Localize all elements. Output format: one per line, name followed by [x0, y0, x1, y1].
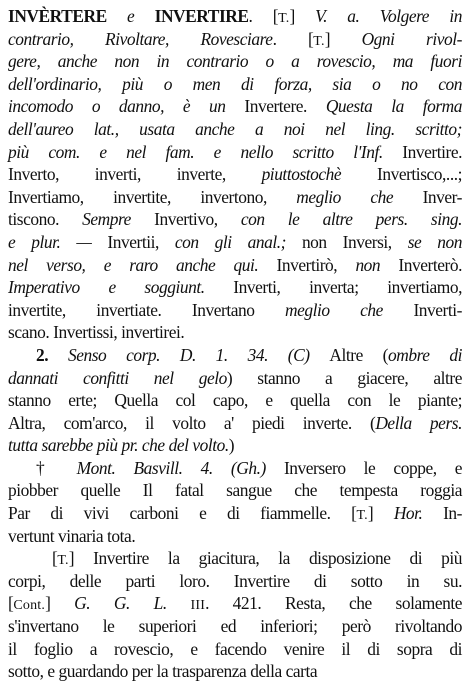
lines-line	[8, 299, 462, 322]
montLines-line	[8, 457, 462, 480]
montLines-line	[8, 525, 462, 548]
text-run: e plur. —	[8, 231, 108, 252]
text-run: Inversero le coppe, e	[283, 457, 462, 478]
lines-line	[8, 186, 462, 209]
text-run: T.	[278, 11, 290, 26]
text-run: tiscono.	[8, 209, 83, 230]
text-run: Inverterò.	[398, 254, 462, 275]
text-run: Invertivo,	[154, 209, 241, 230]
text-run: vertunt vinaria tota.	[8, 525, 136, 546]
text-run: ]	[289, 6, 316, 26]
text-run: Altre (	[329, 344, 389, 365]
text-run: Imperativo e soggiunt.	[8, 277, 234, 298]
lines-line	[8, 118, 462, 141]
text-run: Questa la forma	[325, 96, 463, 117]
lines-line	[8, 321, 462, 344]
text-run: ]	[45, 593, 75, 614]
text-run: G. G. L.	[74, 593, 191, 614]
text-run: [	[52, 548, 58, 569]
text-run: corpi, delle parti loro. Invertire di sotto in su.	[8, 570, 462, 591]
sense2-line	[8, 412, 462, 435]
text-run: Invertiamo, invertite, invertono,	[8, 186, 297, 207]
text-run: dell'ordinario, più o men di forza, sia o no con	[8, 73, 462, 94]
text-run: ombre di	[388, 344, 462, 365]
text-run: con gli anal.;	[174, 231, 302, 252]
dictionary-entry-invertere	[8, 5, 462, 683]
text-run: il foglio a rovescio, e facendo venire il di sopra di	[8, 638, 462, 659]
tLines-line	[8, 547, 462, 570]
lines-line	[8, 95, 462, 118]
sense2-line	[8, 344, 462, 367]
text-run: Senso corp. D. 1. 34. (C)	[67, 344, 330, 365]
text-run: Inverti-	[413, 299, 462, 320]
text-run: Della pers.	[375, 412, 462, 433]
text-run: T.	[313, 33, 325, 49]
text-run: s'invertano le superiori ed inferiori; però rivoltando	[8, 616, 462, 637]
tLines-line	[8, 570, 462, 593]
text-run: )	[228, 435, 235, 456]
text-run: Invertii,	[107, 231, 175, 252]
text-run: [	[8, 593, 14, 614]
text-run: piobber quelle Il fatal sangue che tempesta roggia	[8, 480, 462, 501]
text-run: Invertisco,...;	[376, 164, 462, 185]
text-run: non Inversi,	[301, 231, 408, 252]
text-run: incomodo o danno, è un	[8, 96, 245, 117]
text-run: con le altre pers. sing.	[240, 209, 462, 230]
text-run: dannati confitti nel gelo	[8, 367, 227, 388]
lines-line	[8, 254, 462, 277]
text-run: Inverto, inverti, inverte,	[8, 164, 262, 185]
lines-line	[8, 28, 462, 51]
text-run: meglio che	[285, 299, 414, 320]
text-run: . [	[248, 6, 279, 26]
text-run: sotto, e guardando per la trasparenza della carta	[8, 661, 318, 682]
sense2-line	[8, 389, 462, 412]
tLines-line	[8, 592, 462, 615]
tLines-line	[8, 660, 462, 683]
text-run: se non	[407, 231, 462, 252]
text-run: In-	[443, 503, 462, 524]
text-run: nel verso, e raro anche qui.	[8, 254, 277, 275]
text-run: Altra, com'arco, il volto a' piedi inverte. (	[8, 412, 376, 433]
text-run: Mont. Basvill. 4. (Gh.)	[76, 457, 284, 478]
text-run: INVÈRTERE	[8, 6, 128, 26]
lines-line	[8, 50, 462, 73]
text-run: V. a. Volgere in	[315, 6, 463, 26]
sense2-line	[8, 367, 462, 390]
tLines-line	[8, 615, 462, 638]
text-run: ]	[324, 28, 362, 49]
text-run: Invertire.	[402, 141, 462, 162]
text-run: . 421. Resta, che solamente	[205, 593, 463, 614]
text-run: Inverti, inverta; invertiamo,	[233, 277, 462, 298]
text-run: Ogni rivol-	[361, 28, 462, 49]
text-run: T.	[57, 553, 69, 569]
lines-line	[8, 163, 462, 186]
text-run: gere, anche non in contrario o a rovescio, ma fuori	[8, 51, 462, 72]
lines-line	[8, 231, 462, 254]
text-run: tutta sarebbe più pr. che del volto.	[8, 435, 229, 456]
lines-line	[8, 276, 462, 299]
sense2-line	[8, 434, 462, 457]
text-run: ]	[367, 503, 394, 524]
text-run: contrario, Rivoltare, Rovesciare	[8, 28, 273, 49]
lines-line	[8, 141, 462, 164]
text-run: †	[36, 457, 77, 478]
montLines-line	[8, 502, 462, 525]
text-run: invertite, invertiate. Invertano	[8, 299, 285, 320]
text-run: Invertere.	[244, 96, 326, 117]
text-run: Hor.	[393, 503, 444, 524]
text-run: piuttostochè	[261, 164, 377, 185]
montLines-line	[8, 479, 462, 502]
text-run: . [	[272, 28, 314, 49]
text-run: Par di vivi carboni e di fiammelle. [	[8, 503, 357, 524]
text-run: stanno erte; Quella col capo, e quella con le piante;	[8, 390, 462, 411]
text-run: III	[190, 598, 206, 614]
text-run: non	[355, 254, 399, 275]
text-run: Inver-	[422, 186, 462, 207]
text-run: più com. e nel fam. e nello scritto l'Inf.	[8, 141, 403, 162]
lines-line	[8, 5, 462, 28]
text-run: meglio che	[296, 186, 423, 207]
text-run: Sempre	[82, 209, 155, 230]
text-run: T.	[356, 508, 368, 524]
tLines-line	[8, 638, 462, 661]
lines-line	[8, 73, 462, 96]
text-run: ] Invertire la giacitura, la disposizione di più	[68, 548, 462, 569]
text-run: INVERTIRE	[154, 6, 249, 26]
text-run: 2.	[36, 344, 68, 365]
text-run: dell'aureo lat., usata anche a noi nel ling. scritto;	[8, 118, 462, 139]
text-run: Invertirò,	[276, 254, 356, 275]
lines-line	[8, 208, 462, 231]
text-run: Cont.	[13, 598, 46, 614]
text-run: scano. Invertissi, invertirei.	[8, 322, 185, 343]
text-run: e	[127, 6, 155, 26]
text-run: ) stanno a giacere, altre	[226, 367, 462, 388]
